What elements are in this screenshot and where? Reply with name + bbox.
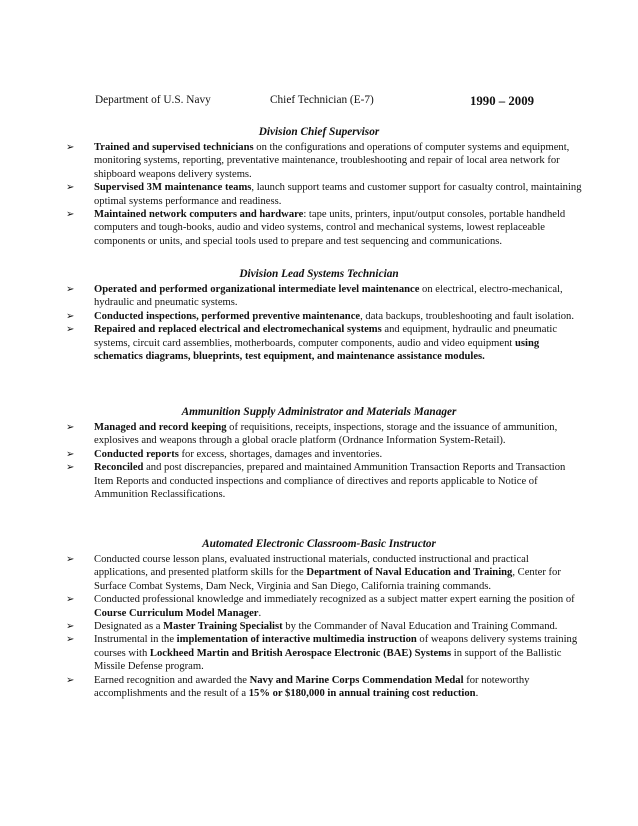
text-run: , Center for Surface Combat Systems, Dam Neck, Virginia and San Diego, California training commands. [94, 567, 561, 592]
arrow-bullet-icon: ➢ [66, 310, 75, 322]
text-run: . [475, 688, 479, 700]
text-run: , launch support teams and customer support for casualty control, maintaining optimal systems performance and readiness. [94, 182, 582, 207]
bold-run: Managed and record keeping [94, 422, 227, 433]
bullet-text [94, 142, 569, 180]
section-division-lead-systems-technician [0, 266, 638, 363]
bullet-item [0, 141, 638, 181]
bullet-list [0, 141, 638, 248]
bullet-item [0, 461, 638, 501]
text-run: and equipment, hydraulic and pneumatic systems, circuit card assemblies, motherboards, computer components, audio and video equipment [94, 324, 558, 349]
text-run: for excess, shortages, damages and inventories. [178, 448, 383, 460]
text-run: for noteworthy accomplishments and the result of a [94, 674, 530, 700]
bullet-text [94, 422, 557, 446]
bullet-text [94, 554, 561, 592]
text-run: of weapons delivery systems training courses with [94, 634, 578, 659]
arrow-bullet-icon: ➢ [66, 209, 75, 221]
section-division-chief-supervisor [0, 124, 638, 248]
bold-run: Conducted reports [94, 448, 179, 460]
arrow-bullet-icon: ➢ [66, 594, 75, 606]
bullet-text [94, 284, 563, 308]
bullet-text [94, 634, 577, 672]
bullet-text [94, 311, 574, 322]
bold-run: Conducted inspections, performed preventive maintenance [94, 310, 361, 322]
bullet-text [94, 209, 565, 247]
text-run: : tape units, printers, input/output consoles, portable handheld computers and tough-books, audio and video systems, control and mechanical systems, lowest replaceable components or units, and special tools used to prepare and test sequencing and communications. [94, 209, 566, 247]
bullet-item [0, 310, 638, 323]
text-run: Conducted professional knowledge and immediately recognized as a subject matter expert earning the position of [94, 594, 575, 606]
arrow-bullet-icon: ➢ [66, 284, 75, 295]
bullet-list [0, 421, 638, 501]
bold-run: Repaired and replaced electrical and electromechanical systems [94, 324, 382, 336]
arrow-bullet-icon: ➢ [66, 324, 75, 336]
text-run: by the Commander of Naval Education and Training Command. [282, 621, 558, 633]
arrow-bullet-icon: ➢ [66, 182, 75, 194]
bullet-item [0, 208, 638, 248]
section-ammunition-supply-administrator [0, 404, 638, 501]
bullet-item [0, 323, 638, 363]
arrow-bullet-icon: ➢ [66, 621, 75, 633]
bullet-text [94, 449, 382, 460]
employment-years: 1990 – 2009 [470, 94, 534, 108]
bullet-text [94, 462, 565, 500]
bold-run: using schematics diagrams, blueprints, test equipment, and maintenance assistance modules. [94, 337, 540, 363]
text-run: , data backups, troubleshooting and fault isolation. [360, 310, 575, 322]
bullet-item [0, 283, 638, 310]
text-run: . [258, 607, 262, 619]
text-run: and post discrepancies, prepared and maintained Ammunition Transaction Reports and Transaction Item Reports and conducted inspections and compliance of directives and reports applicable to Notice of Ammunition Reclassifications. [94, 462, 566, 501]
bold-run: Master Training Specialist [163, 621, 283, 633]
arrow-bullet-icon: ➢ [66, 674, 75, 686]
bullet-text [94, 324, 557, 362]
job-title: Chief Technician (E-7) [270, 94, 374, 106]
bullet-item [0, 633, 638, 673]
bullet-item [0, 674, 638, 701]
bullet-item [0, 181, 638, 208]
bold-run: Operated and performed organizational intermediate level maintenance [94, 284, 420, 295]
role-heading: Automated Electronic Classroom-Basic Instructor [202, 538, 436, 550]
arrow-bullet-icon: ➢ [66, 554, 75, 565]
text-run: on electrical, electro-mechanical, hydraulic and pneumatic systems. [94, 284, 563, 309]
role-heading: Division Chief Supervisor [258, 126, 380, 138]
arrow-bullet-icon: ➢ [66, 634, 75, 646]
employment-header [0, 94, 638, 112]
employer-name: Department of U.S. Navy [95, 94, 211, 106]
bold-run: Maintained network computers and hardware [94, 209, 304, 221]
role-heading: Division Lead Systems Technician [239, 268, 399, 280]
bold-run: 15% or $180,000 in annual training cost reduction [248, 688, 476, 700]
bullet-item [0, 553, 638, 593]
bold-run: Trained and supervised technicians [94, 142, 254, 153]
bullet-item [0, 620, 638, 633]
text-run: Designated as a [94, 621, 164, 633]
role-heading: Ammunition Supply Administrator and Materials Manager [181, 406, 457, 418]
bold-run: Supervised 3M maintenance teams [94, 182, 252, 194]
bullet-text [94, 182, 582, 206]
bullet-text [94, 594, 575, 618]
arrow-bullet-icon: ➢ [66, 142, 75, 153]
text-run: Earned recognition and awarded the [94, 674, 250, 686]
bold-run: Reconciled [94, 462, 144, 474]
bold-run: Navy and Marine Corps Commendation Medal [249, 674, 464, 686]
text-run: in support of the Ballistic Missile Defense program. [94, 647, 562, 673]
bullet-item [0, 448, 638, 461]
text-run: of requisitions, receipts, inspections, storage and the issuance of ammunition, explosives and weapons through a global oracle platform (Ordnance Information System-Retail). [94, 422, 558, 447]
bold-run: Department of Naval Education and Training [306, 567, 513, 579]
text-run: Conducted course lesson plans, evaluated instructional materials, conducted instructional and practical applications, and presented platform skills for the [94, 554, 529, 579]
arrow-bullet-icon: ➢ [66, 422, 75, 433]
bullet-text [94, 675, 529, 699]
bold-run: implementation of interactive multimedia instruction [176, 634, 417, 646]
bullet-text [94, 621, 557, 632]
bold-run: Lockheed Martin and British Aerospace Electronic (BAE) Systems [149, 647, 452, 659]
text-run: on the configurations and operations of computer systems and equipment, monitoring systems, reporting, preventative maintenance, troubleshooting and repair of local area network for shipboard weapons delivery systems. [94, 142, 570, 180]
section-automated-electronic-classroom-instructor [0, 536, 638, 700]
bullet-item [0, 593, 638, 620]
bullet-list [0, 553, 638, 700]
text-run: Instrumental in the [94, 634, 177, 646]
arrow-bullet-icon: ➢ [66, 462, 75, 474]
bold-run: Course Curriculum Model Manager [94, 607, 259, 619]
arrow-bullet-icon: ➢ [66, 448, 75, 460]
bullet-item [0, 421, 638, 448]
bullet-list [0, 283, 638, 363]
